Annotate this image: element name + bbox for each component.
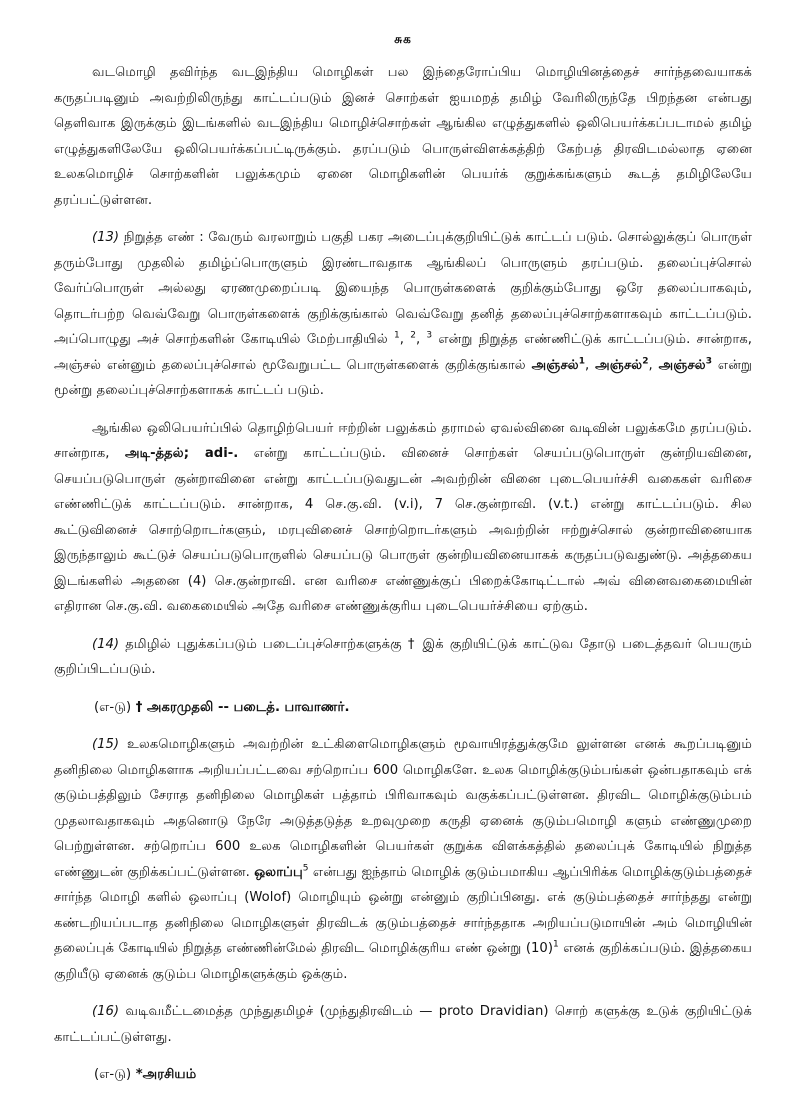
paragraph-15-text-a: உலகமொழிகளும் அவற்றின் உட்கிளைமொழிகளும் மூவாயிரத்துக்குமே லுள்ளன எனக் கூறப்படினும் தனிநிலை மொழிகளாக அறியப்பட்டவை சற்றொப்ப 600 மொழிகளே. உலக மொழிக்குடும்பங்கள் ஒன்பதாகவும் எக் குடும்பத்திலும் சேராத தனிநிலை மொழிகள் பத்தாம் பிரிவாகவும் வகுக்கப்பட்டுள்ளன. திரவிட மொழிக்குடும்பம் முதலாவதாகவும் அதனொடு நேரே அடுத்தடுத்த உறவுமுறை கருதி ஏனைக் குடும்பமொழி களும் எண்ணுமுறை பெற்றுள்ளன. சற்றொப்ப 600 உலக மொழிகளின் பெயர்கள் குறுக்க விளக்கத்தில் தலைப்புக் கோடியில் நிறுத்த எண்ணுடன் குறிக்கப்பட்டுள்ளன. (54, 737, 752, 880)
paragraph-15-text-c: எனக் குறிக்கப்படும். இத்தகைய குறியீடு ஏனைக் குடும்ப மொழிகளுக்கும் ஒக்கும். (54, 941, 752, 982)
section-number-16: (16) (92, 1004, 120, 1019)
paragraph-14 (54, 632, 752, 683)
superscript-2: 2 (410, 330, 416, 341)
superscript-3: 3 (426, 330, 433, 341)
paragraph-1 (54, 60, 752, 213)
paragraph-15-text-b: என்பது ஐந்தாம் மொழிக் குடும்பமாகிய ஆப்பிரிக்க மொழிக்குடும்பத்தைச் சார்ந்த மொழி களில் ஒலாப்பு (Wolof) மொழியும் ஒன்று என்னும் குறிப்பினது. எக் குடும்பத்தைச் சார்ந்தது என்று கண்டறியப்படாத தனிநிலை மொழிகளுள் திரவிடக் குடும்பத்தைச் சார்ந்ததாக அறியப்படுமாயின் அம் மொழியின் தலைப்புக் கோடியில் நிறுத்த எண்ணின்மேல் திரவிட மொழிக்குரிய எண் ஒன்று (10) (54, 864, 752, 956)
example-1 (54, 695, 752, 721)
headword-anjal-2: அஞ்சல் (595, 357, 643, 373)
paragraph-15 (54, 732, 752, 987)
section-number-14: (14) (92, 636, 120, 652)
superscript-1b: 1 (552, 939, 559, 950)
example-2-label: (எ-டு) (94, 1067, 132, 1082)
paragraph-verbs-text-a: ஆங்கில ஒலிபெயர்ப்பில் தொழிற்பெயர் ஈற்றின் பலுக்கம் தராமல் ஏவல்வினை வடிவின் பலுக்கமே தரப்படும். சான்றாக, (54, 420, 752, 461)
headword-anjal-3: அஞ்சல் (658, 357, 706, 373)
paragraph-13-text-a: நிறுத்த எண் : வேரும் வரலாறும் பகுதி பகர அடைப்புக்குறியிட்டுக் காட்டப் படும். சொல்லுக்குப் பொருள் தரும்போது முதலில் தமிழ்ப்பொருளும் இரண்டாவதாக ஆங்கிலப் பொருளும் தரப்படும். தலைப்புச்சொல் வேர்ப்பொருள் அல்லது ஏரணமுறைப்படி இயைந்த பொருள்களைக் குறிக்கும்போது ஒரே தலைப்பாகவும், தொடர்பற்ற வெவ்வேறு பொருள்களைக் குறிக்குங்கால் வெவ்வேறு தனித் தலைப்புச்சொற்களாகவும் காட்டப்படும். அப்பொழுது அச் சொற்களின் கோடியில் மேற்பாதியில் (54, 230, 752, 347)
page-number: சுக (394, 32, 412, 46)
example-1-text: † அகரமுதலி -- படைத். பாவாணர். (131, 699, 350, 715)
paragraph-16-text: வடிவமீட்டமைத்த முந்துதமிழச் (முந்துதிரவிடம் — proto Dravidian) சொற் களுக்கு உடுக் குறியிட்டுக் காட்டப்பட்டுள்ளது. (54, 1004, 752, 1045)
paragraph-16 (54, 999, 752, 1050)
paragraph-13: (13) நிறுத்த எண் : வேரும் வரலாறும் பகுதி பகர அடைப்புக்குறியிட்டுக் காட்டப் படும். சொல்லுக்குப் பொருள் தரும்போது முதலில் தமிழ்ப்பொருளும் இரண்டாவதாக ஆங்கிலப் பொருளும் தரப்படும். தலைப்புச்சொல் வேர்ப்பொருள் அல்லது ஏரணமுறைப்படி இயைந்த பொருள்களைக் குறிக்கும்போது ஒரே தலைப்பாகவும், தொடர்பற்ற வெவ்வேறு பொருள்களைக் குறிக்குங்கால் வெவ்வேறு தனித் தலைப்புச்சொற்களாகவும் காட்டப்படும். அப்பொழுது அச் சொற்களின் கோடியில் மேற்பாதியில் $^1$, $^2$, $^3$ என்று நிறுத்த எண்ணிட்டுக் காட்டப்படும். சான்றாக, அஞ்சல் என்னும் தலைப்புச்சொல் மூவேறுபட்ட பொருள்களைக் குறிக்குங்கால் அஞ்சல்$^1$, அஞ்சல்$^2$, அஞ்சல்$^3$ என்று மூன்று தலைப்புச்சொற்களாகக் காட்டப் படும். (54, 230, 753, 398)
example-2-text: *அரசியம் (131, 1067, 197, 1082)
superscript-1: 1 (394, 330, 400, 341)
example-olappu: ஒலாப்பு (254, 864, 303, 880)
paragraph-verbs (54, 416, 752, 620)
example-2 (54, 1062, 752, 1088)
example-1-label: (எ-டு) (94, 699, 132, 715)
example-adi: அடி-த்தல்; adi-. (124, 446, 239, 461)
section-number-13: (13) (92, 230, 120, 245)
paragraph-14-text: தமிழில் புதுக்கப்படும் படைப்புச்சொற்களுக்கு † இக் குறியிட்டுக் காட்டுவ தோடு படைத்தவர் பெயரும் குறிப்பிடப்படும். (54, 636, 752, 677)
paragraph-13-text-c: என்று மூன்று தலைப்புச்சொற்களாகக் காட்டப் படும். (54, 357, 753, 398)
headword-anjal-1: அஞ்சல் (531, 357, 579, 373)
superscript-5: 5 (302, 863, 309, 874)
section-number-15: (15) (92, 737, 120, 752)
paragraph-verbs-text-b: என்று காட்டப்படும். வினைச் சொற்கள் செயப்படுபொருள் குன்றியவினை, செயப்படுபொருள் குன்றாவினை என்று காட்டப்படுவதுடன் அவற்றின் வினை புடைபெயர்ச்சி வகைகள் வரிசை எண்ணிட்டுக் காட்டப்படும். சான்றாக, 4 செ.கு.வி. (v.i), 7 செ.குன்றாவி. (v.t.) என்று காட்டப்படும். சில கூட்டுவினைச் சொற்றொடர்களும், மரபுவினைச் சொற்றொடர்களும் அவற்றின் ஈற்றுச்சொல் குன்றாவினையாக இருந்தாலும் கூட்டுச் செயப்படுபொருளில் செயப்படு பொருள் குன்றியவினையாகக் கருதப்படுவதுண்டு. அத்தகைய இடங்களில் அதனை (4) செ.குன்றாவி. என வரிசை எண்ணுக்குப் பிறைக்கோடிட்டால் அவ் வினைவகைமையின் எதிரான செ.கு.வி. வகைமையில் அதே வரிசை எண்ணுக்குரிய புடைபெயர்ச்சியை ஏற்கும். (54, 446, 752, 614)
paragraph-1-text: வடமொழி தவிர்ந்த வடஇந்திய மொழிகள் பல இந்தைரோப்பிய மொழியினத்தைச் சார்ந்தவையாகக் கருதப்படினும் அவற்றிலிருந்து காட்டப்படும் இனச் சொற்கள் ஐயமறத் தமிழ் வேரிலிருந்தே பிறந்தன என்பது தெளிவாக இருக்கும் இடங்களில் வடஇந்திய மொழிச்சொற்கள் ஆங்கில எழுத்துகளில் ஒலிபெயர்க்கப்படாமல் தமிழ் எழுத்துகளிலேயே ஒலிபெயர்க்கப்பட்டிருக்கும். தரப்படும் பொருள்விளக்கத்திற் கேற்பத் திரவிடமல்லாத ஏனை உலகமொழிச் சொற்களின் பலுக்கமும் ஏனை மொழிகளின் பெயர்க் குறுக்கங்களும் கூடத் தமிழிலேயே தரப்பட்டுள்ளன. (54, 65, 752, 208)
paragraph-13-text-b: என்று நிறுத்த எண்ணிட்டுக் காட்டப்படும். சான்றாக, அஞ்சல் என்னும் தலைப்புச்சொல் மூவேறுபட்ட பொருள்களைக் குறிக்குங்கால் (54, 332, 752, 373)
